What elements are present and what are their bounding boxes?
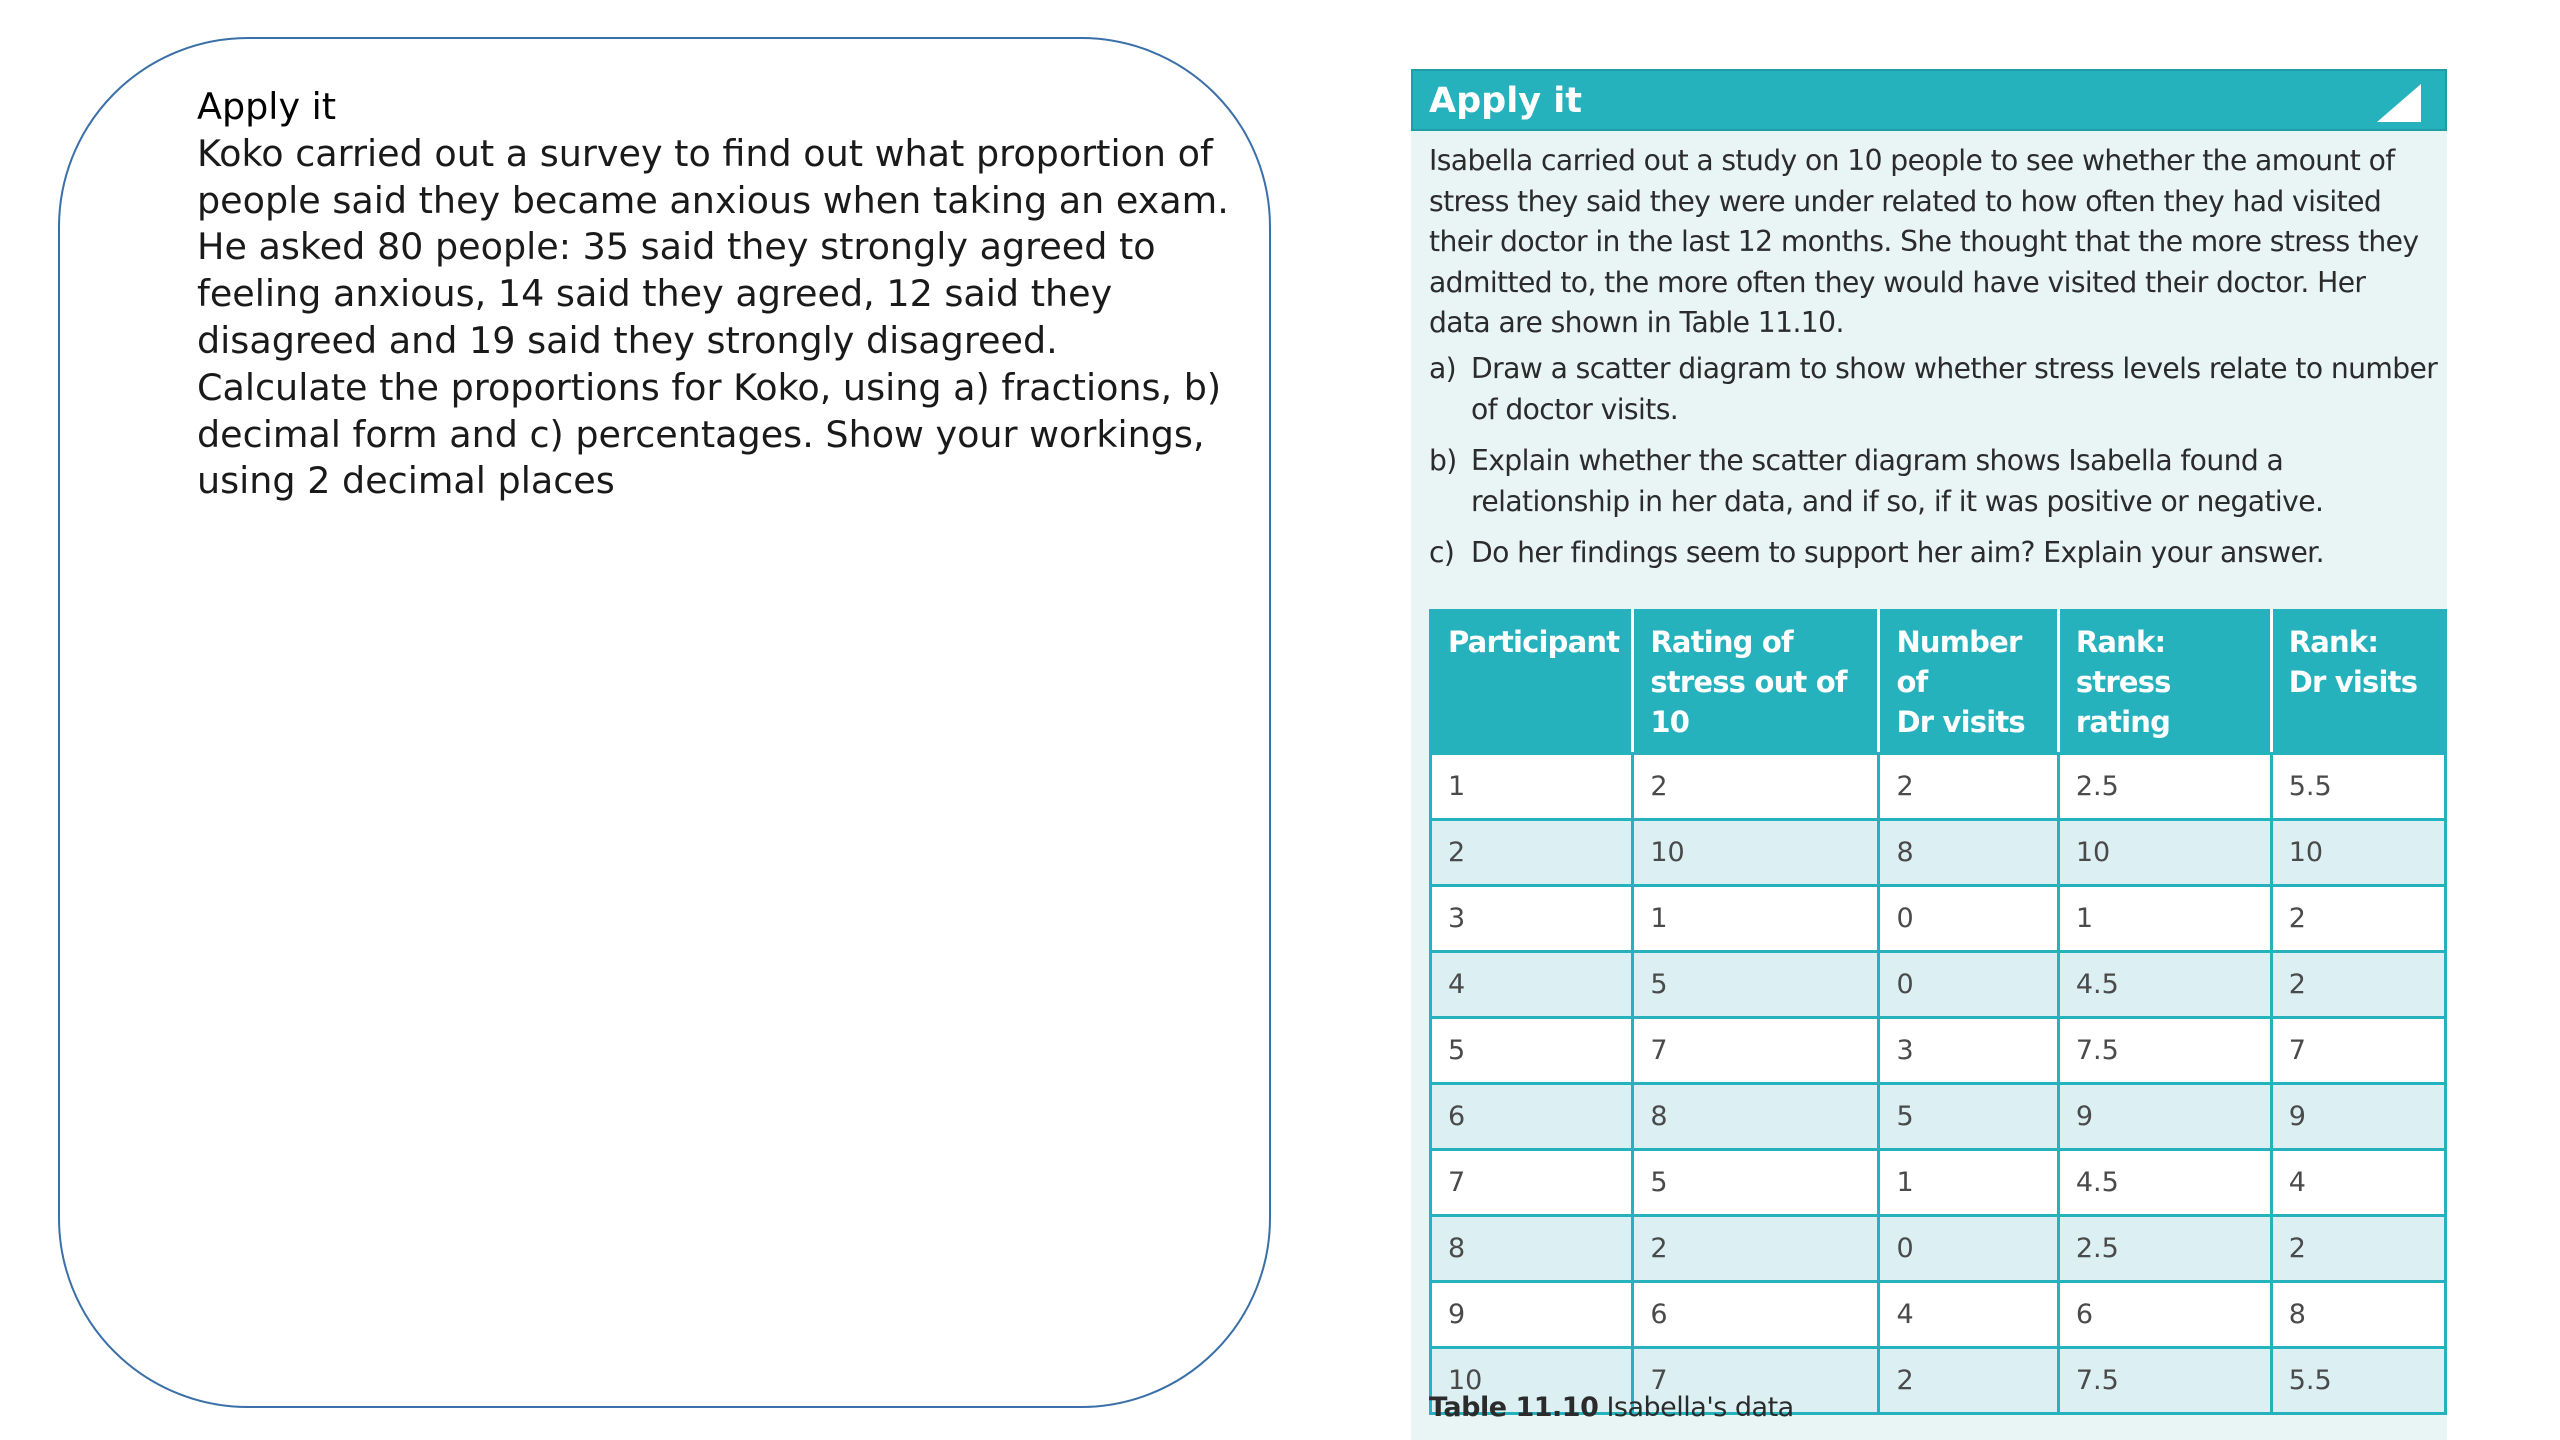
table-cell: 8 bbox=[2271, 1282, 2445, 1348]
table-cell: 5.5 bbox=[2271, 1348, 2445, 1414]
question-line: Do her findings seem to support her aim? Explain your answer. bbox=[1471, 536, 2324, 569]
table-cell: 1 bbox=[1431, 754, 1633, 820]
table-cell: 2.5 bbox=[2058, 1216, 2271, 1282]
left-card-line: Koko carried out a survey to find out what proportion of bbox=[197, 131, 1213, 175]
table-cell: 5 bbox=[1633, 952, 1879, 1018]
question-line: Explain whether the scatter diagram shows Isabella found a bbox=[1471, 444, 2284, 477]
corner-triangle-icon bbox=[2377, 84, 2421, 122]
table-row bbox=[1431, 1084, 2446, 1150]
table-cell: 7.5 bbox=[2058, 1018, 2271, 1084]
table-cell: 6 bbox=[2058, 1282, 2271, 1348]
table-cell: 2.5 bbox=[2058, 754, 2271, 820]
panel-header bbox=[1411, 69, 2447, 131]
table-cell: 10 bbox=[1633, 820, 1879, 886]
table-cell: 8 bbox=[1633, 1084, 1879, 1150]
table-cell: 1 bbox=[1633, 886, 1879, 952]
table-cell: 2 bbox=[2271, 952, 2445, 1018]
table-cell: 5 bbox=[1633, 1150, 1879, 1216]
table-cell: 0 bbox=[1879, 886, 2058, 952]
question-line: Draw a scatter diagram to show whether stress levels relate to number bbox=[1471, 352, 2438, 385]
question-line: relationship in her data, and if so, if it was positive or negative. bbox=[1471, 484, 2324, 518]
table-row bbox=[1431, 1150, 2446, 1216]
question-label: a) bbox=[1429, 352, 1457, 385]
table-cell: 0 bbox=[1879, 1216, 2058, 1282]
table-cell: 5.5 bbox=[2271, 754, 2445, 820]
table-cell: 10 bbox=[1431, 1348, 1633, 1414]
table-cell: 3 bbox=[1879, 1018, 2058, 1084]
question-b bbox=[1429, 441, 2439, 522]
left-card-line: using 2 decimal places bbox=[197, 459, 615, 503]
left-card-text bbox=[197, 84, 1229, 505]
column-header: Number of Dr visits bbox=[1879, 611, 2058, 754]
left-card-title: Apply it bbox=[197, 85, 337, 128]
left-card-line: Calculate the proportions for Koko, using a) fractions, b) bbox=[197, 365, 1222, 409]
column-header: Participant bbox=[1431, 611, 1633, 754]
column-header: Rating of stress out of 10 bbox=[1633, 611, 1879, 754]
panel-title: Apply it bbox=[1429, 81, 1582, 121]
table-cell: 9 bbox=[2058, 1084, 2271, 1150]
table-cell: 2 bbox=[1633, 1216, 1879, 1282]
left-card-line: feeling anxious, 14 said they agreed, 12 said they bbox=[197, 272, 1113, 316]
table-cell: 4.5 bbox=[2058, 952, 2271, 1018]
table-cell: 7 bbox=[1431, 1150, 1633, 1216]
table-row bbox=[1431, 1282, 2446, 1348]
table-cell: 7 bbox=[1633, 1348, 1879, 1414]
left-card-line: people said they became anxious when taking an exam. bbox=[197, 178, 1229, 222]
table-cell: 3 bbox=[1431, 886, 1633, 952]
table-row bbox=[1431, 820, 2446, 886]
table-row bbox=[1431, 952, 2446, 1018]
textbook-panel bbox=[1411, 69, 2447, 1440]
question-label: c) bbox=[1429, 536, 1455, 569]
left-card-line: decimal form and c) percentages. Show your workings, bbox=[197, 412, 1205, 456]
intro-line: data are shown in Table 11.10. bbox=[1429, 306, 1844, 340]
table-caption bbox=[1429, 1391, 1794, 1425]
table-cell: 4 bbox=[1879, 1282, 2058, 1348]
table-cell: 2 bbox=[1431, 820, 1633, 886]
table-row bbox=[1431, 886, 2446, 952]
table-cell: 0 bbox=[1879, 952, 2058, 1018]
intro-line: Isabella carried out a study on 10 people to see whether the amount of bbox=[1429, 144, 2395, 177]
table-cell: 2 bbox=[2271, 1216, 2445, 1282]
question-c bbox=[1429, 533, 2439, 574]
table-row bbox=[1431, 1216, 2446, 1282]
table-cell: 1 bbox=[2058, 886, 2271, 952]
question-line: of doctor visits. bbox=[1471, 392, 1679, 426]
left-card-line: He asked 80 people: 35 said they strongly agreed to bbox=[197, 225, 1156, 269]
table-cell: 9 bbox=[2271, 1084, 2445, 1150]
table-cell: 7 bbox=[1633, 1018, 1879, 1084]
table-row bbox=[1431, 1018, 2446, 1084]
panel-intro bbox=[1429, 141, 2439, 344]
table-row bbox=[1431, 754, 2446, 820]
intro-line: admitted to, the more often they would have visited their doctor. Her bbox=[1429, 265, 2366, 299]
table-cell: 2 bbox=[2271, 886, 2445, 952]
table-header-row bbox=[1431, 611, 2446, 754]
table-cell: 4 bbox=[1431, 952, 1633, 1018]
caption-label: Table 11.10 bbox=[1429, 1392, 1599, 1423]
intro-line: their doctor in the last 12 months. She thought that the more stress they bbox=[1429, 225, 2419, 259]
table-cell: 8 bbox=[1431, 1216, 1633, 1282]
table-cell: 9 bbox=[1431, 1282, 1633, 1348]
table-cell: 6 bbox=[1431, 1084, 1633, 1150]
question-label: b) bbox=[1429, 444, 1457, 477]
table-cell: 5 bbox=[1879, 1084, 2058, 1150]
intro-line: stress they said they were under related to how often they had visited bbox=[1429, 184, 2382, 218]
table-cell: 2 bbox=[1879, 754, 2058, 820]
table-cell: 7.5 bbox=[2058, 1348, 2271, 1414]
table-cell: 7 bbox=[2271, 1018, 2445, 1084]
table-cell: 6 bbox=[1633, 1282, 1879, 1348]
data-table bbox=[1429, 609, 2447, 1415]
table-cell: 4 bbox=[2271, 1150, 2445, 1216]
table-cell: 10 bbox=[2271, 820, 2445, 886]
column-header: Rank: stress rating bbox=[2058, 611, 2271, 754]
table-cell: 2 bbox=[1633, 754, 1879, 820]
table-cell: 4.5 bbox=[2058, 1150, 2271, 1216]
left-card-line: disagreed and 19 said they strongly disagreed. bbox=[197, 318, 1058, 362]
table-cell: 2 bbox=[1879, 1348, 2058, 1414]
caption-text: Isabella's data bbox=[1598, 1392, 1794, 1423]
table-cell: 1 bbox=[1879, 1150, 2058, 1216]
table-cell: 5 bbox=[1431, 1018, 1633, 1084]
column-header: Rank: Dr visits bbox=[2271, 611, 2445, 754]
table-cell: 8 bbox=[1879, 820, 2058, 886]
table-cell: 10 bbox=[2058, 820, 2271, 886]
question-a bbox=[1429, 349, 2439, 430]
